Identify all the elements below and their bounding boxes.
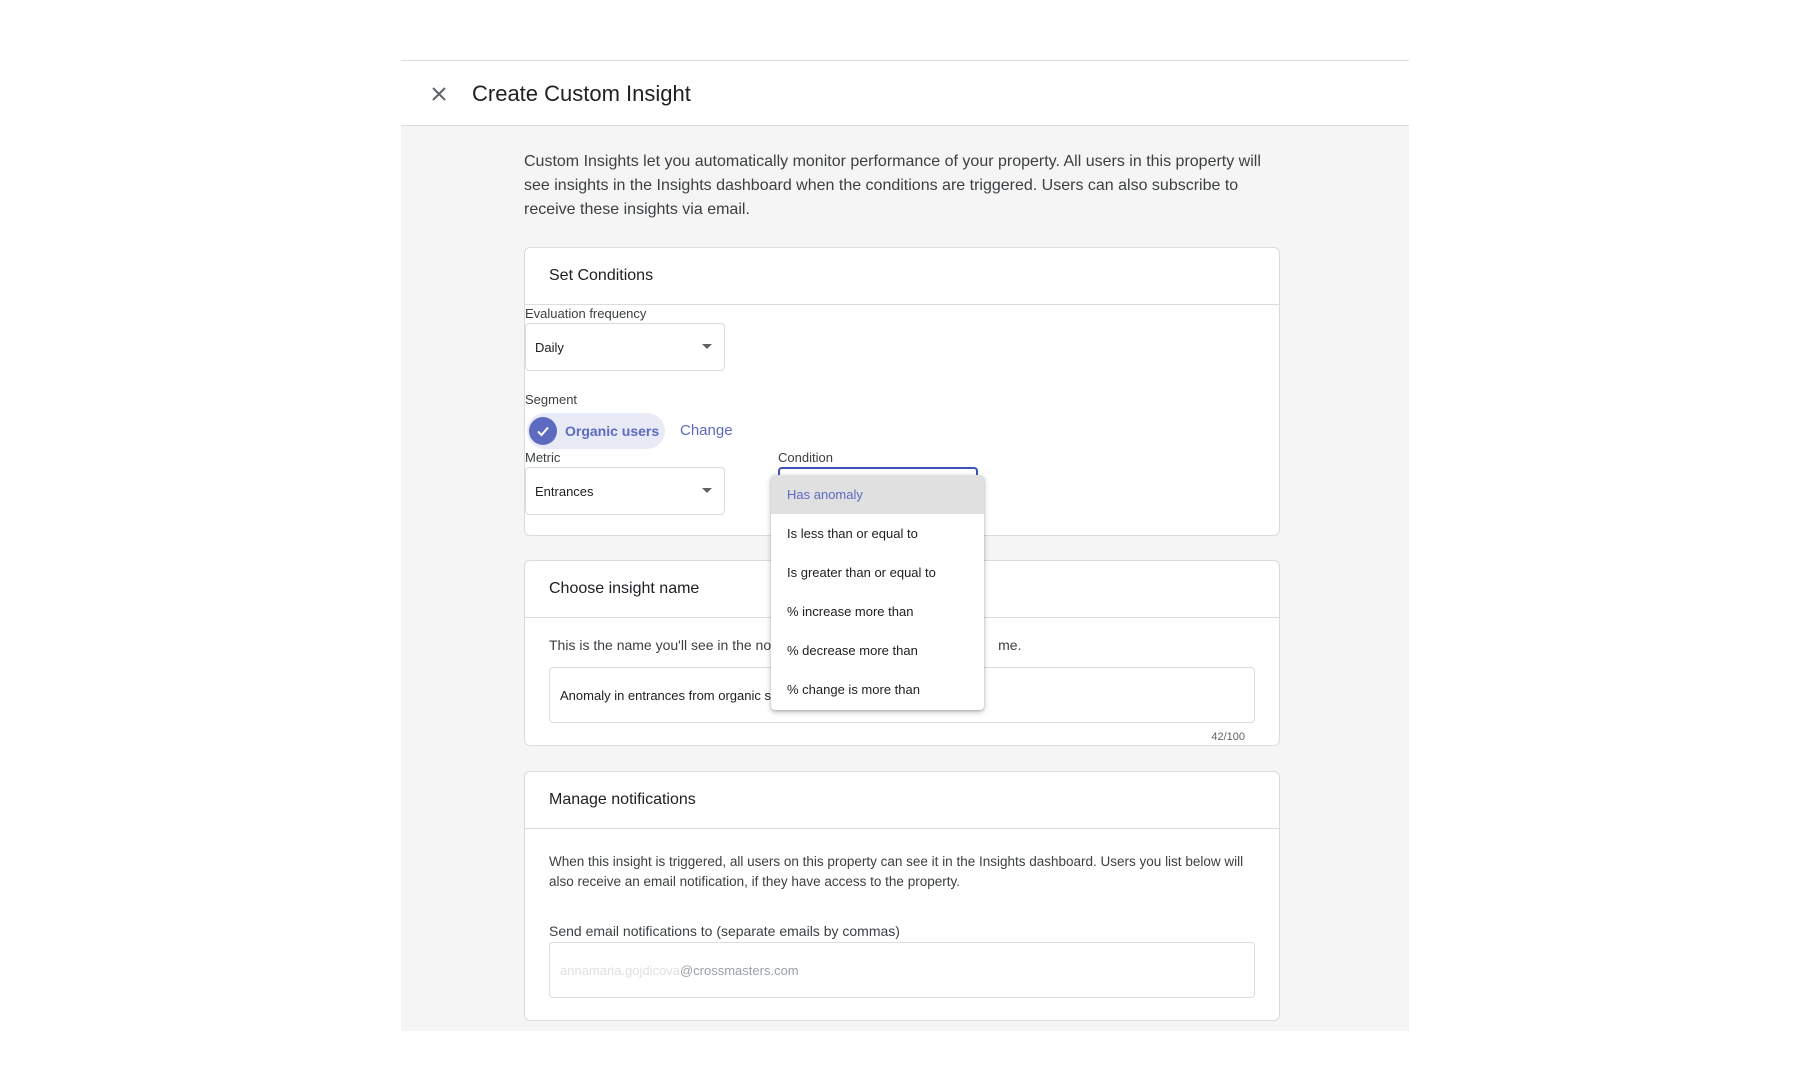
segment-label: Segment [525, 392, 578, 407]
dialog-title: Create Custom Insight [472, 81, 691, 106]
intro-text: Custom Insights let you automatically monitor performance of your property. All users in this property will see insights in the Insights dashboard when the conditions are triggered. Users can also subscribe to receive these insights via email. [524, 153, 1261, 218]
evaluation-frequency-select[interactable] [525, 323, 725, 371]
email-domain: @crossmasters.com [679, 962, 799, 978]
metric-value: Entrances [535, 483, 594, 499]
dialog-header [401, 61, 1409, 126]
condition-option-percent-decrease[interactable]: % decrease more than [787, 643, 918, 658]
email-field[interactable] [549, 942, 1255, 998]
close-button[interactable] [421, 76, 457, 112]
evaluation-frequency-label: Evaluation frequency [525, 306, 647, 321]
condition-option-percent-change[interactable]: % change is more than [787, 682, 920, 697]
notifications-card [524, 771, 1280, 1021]
notifications-header: Manage notifications [525, 772, 1279, 829]
insight-name-description-end: me. [998, 637, 1022, 653]
insight-name-counter: 42/100 [1211, 731, 1245, 743]
set-conditions-header: Set Conditions [525, 248, 1279, 305]
chevron-down-icon [702, 344, 712, 349]
insight-name-value: Anomaly in entrances from organic s [560, 687, 771, 703]
chevron-down-icon [702, 488, 712, 493]
notifications-description: When this insight is triggered, all users on this property can see it in the Insights dashboard. Users you list below will also receive an email notification, if they have access to the property. [549, 854, 1244, 889]
condition-option-has-anomaly[interactable]: Has anomaly [771, 475, 984, 514]
insight-name-description-start: This is the name you'll see in the no [549, 637, 772, 653]
email-local-part: annamaria.gojdicova [560, 962, 680, 978]
close-icon [431, 86, 447, 102]
change-segment-link[interactable]: Change [680, 422, 733, 439]
check-icon [529, 417, 557, 445]
segment-chip[interactable] [527, 413, 665, 449]
segment-chip-label: Organic users [565, 423, 660, 439]
insight-name-header: Choose insight name [525, 561, 1279, 618]
condition-dropdown-menu [771, 475, 984, 710]
condition-option-percent-increase[interactable]: % increase more than [787, 604, 914, 619]
evaluation-frequency-value: Daily [535, 339, 564, 355]
metric-select[interactable] [525, 467, 725, 515]
metric-label: Metric [525, 450, 561, 465]
condition-option-greater-or-equal[interactable]: Is greater than or equal to [787, 565, 936, 580]
email-field-label: Send email notifications to (separate emails by commas) [549, 923, 900, 939]
condition-label: Condition [778, 450, 833, 465]
condition-option-less-or-equal[interactable]: Is less than or equal to [787, 526, 918, 541]
